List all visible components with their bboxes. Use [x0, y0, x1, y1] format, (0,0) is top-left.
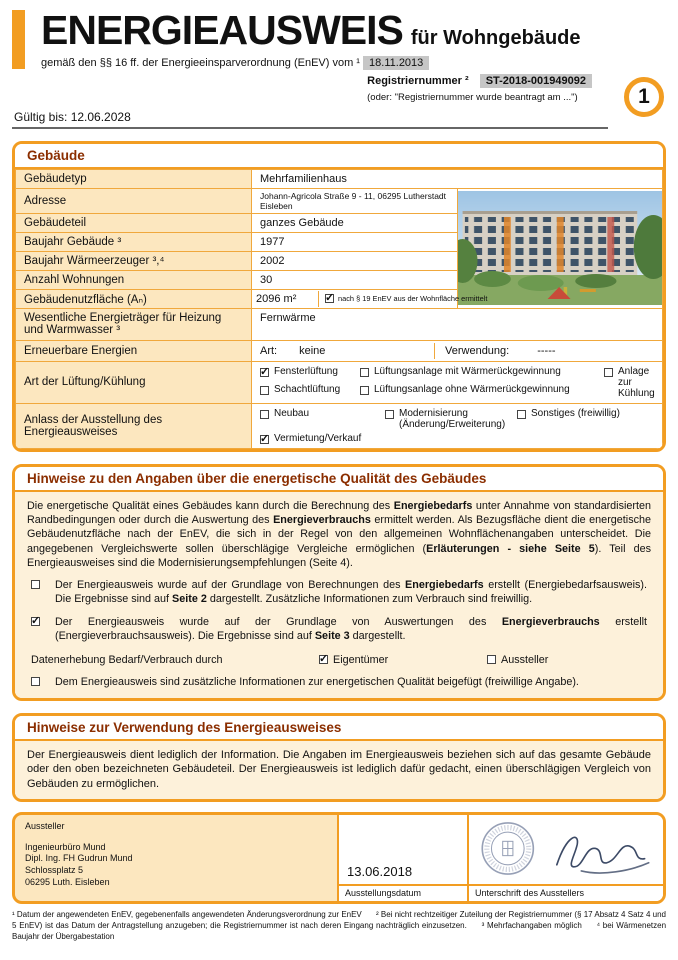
field-value: 2002	[252, 251, 458, 270]
field-label: Gebäudetyp	[16, 169, 252, 188]
checkbox	[31, 580, 40, 589]
registration-block	[367, 75, 592, 103]
page-number-badge: 1	[624, 77, 664, 117]
checkbox	[319, 655, 328, 664]
quality-notes-intro: Die energetische Qualität eines Gebäudes kann durch die Berechnung des Energiebedarfs unter Annahme von standardisierten Randbedingungen oder durch die Auswertung des Energieverbrauchs ermittelt werden. Als Bezugsfläche dient die energetische Gebäudenutzfläche nach der EnEV, die sich in der Regel von den allgemeinen Wohnflächenangaben unterscheidet. Die angegebenen Vergleichswerte sollen überschlägige Vergleiche ermöglichen (Erläuterungen - siehe Seite 5). Teil des Energieausweises sind die Modernisierungsempfehlungen (Seite 4).	[27, 499, 651, 569]
field-label: Adresse	[16, 188, 252, 213]
checkbox	[385, 410, 394, 419]
table-row	[16, 169, 663, 188]
field-label: Wesentliche Energieträger für Heizung und Warmwasser ³	[16, 308, 252, 340]
field-value	[252, 289, 488, 308]
footnote-3: ³ Mehrfachangaben möglich	[481, 920, 582, 930]
checkbox	[260, 386, 269, 395]
footnote-1: ¹ Datum der angewendeten EnEV, gegebenenfalls angewendeten Änderungsverordnung zur EnEV	[12, 910, 362, 920]
valid-until: Gültig bis: 12.06.2028	[14, 109, 131, 124]
field-value: Johann-Agricola Straße 9 - 11, 06295 Lutherstadt Eisleben	[252, 188, 458, 213]
field-label: Baujahr Wärmeerzeuger ³,⁴	[16, 251, 252, 270]
cell-divider	[318, 291, 319, 307]
field-value	[252, 361, 663, 403]
table-row	[16, 340, 663, 361]
quality-notes-section	[12, 464, 666, 701]
occasion-options: Neubau Modernisierung (Änderung/Erweiterung) Sonstiges (freiwillig) ✓ Vermietung/Verkauf	[260, 406, 654, 446]
field-label: Anlass der Ausstellung des Energieausweises	[16, 403, 252, 448]
registration-label: Registriernummer ²	[367, 74, 469, 87]
issuer-block	[15, 815, 337, 901]
table-row	[16, 188, 663, 213]
consumption-certificate-option: ✓ Der Energieausweis wurde auf der Grundlage von Auswertungen des Energieverbrauchs erstellt (Energieverbrauchsausweis). Die Ergebnisse sind auf Seite 3 dargestellt.	[27, 615, 651, 644]
registration-alt-note: (oder: "Registriernummer wurde beantragt am ...")	[367, 91, 578, 103]
floor-area-value: 2096 m²	[256, 292, 297, 305]
checkbox	[487, 655, 496, 664]
renewables-art-value: keine	[299, 344, 326, 357]
issue-date-caption: Ausstellungsdatum	[339, 884, 467, 901]
issuer-line: Ingenieurbüro Mund	[25, 841, 106, 852]
quality-notes-title: Hinweise zu den Angaben über die energetische Qualität des Gebäudes	[15, 467, 663, 492]
demand-certificate-option: Der Energieausweis wurde auf der Grundlage von Berechnungen des Energiebedarfs erstellt (Energiebedarfsausweis). Die Ergebnisse sind auf Seite 2 dargestellt. Zusätzliche Informationen zum Verbrauch sind freiwillig.	[27, 578, 651, 607]
issue-date-column	[337, 815, 467, 901]
renewables-use-label: Verwendung:	[445, 344, 510, 357]
data-collection-row: Datenerhebung Bedarf/Verbrauch durch ✓ Eigentümer Aussteller	[27, 653, 651, 667]
header-divider	[12, 127, 608, 129]
issuer-section	[12, 812, 666, 904]
law-reference: gemäß den §§ 16 ff. der Energieeinsparverordnung (EnEV) vom ¹ 18.11.2013	[41, 57, 581, 69]
registration-number: ST-2018-001949092	[480, 74, 592, 88]
document-subtitle: für Wohngebäude	[410, 27, 581, 49]
checkbox	[360, 386, 369, 395]
header-meta	[12, 73, 666, 129]
building-table	[15, 169, 663, 449]
building-photo-cell	[457, 188, 663, 308]
renewables-art-label: Art:	[260, 344, 278, 357]
table-row	[16, 403, 663, 448]
building-section	[12, 141, 666, 452]
checkbox	[325, 294, 334, 303]
checkbox	[31, 677, 40, 686]
checkbox	[360, 368, 369, 377]
field-label: Baujahr Gebäude ³	[16, 232, 252, 251]
table-row	[16, 308, 663, 340]
renewables-use-value: -----	[537, 344, 556, 357]
field-label: Gebäudeteil	[16, 213, 252, 232]
field-label: Erneuerbare Energien	[16, 340, 252, 361]
document-title: ENERGIEAUSWEIS	[41, 7, 403, 53]
field-value: 30	[252, 270, 458, 289]
issuer-line: Dipl. Ing. FH Gudrun Mund	[25, 853, 133, 864]
building-photo	[458, 191, 663, 305]
issuer-line: 06295 Luth. Eisleben	[25, 876, 110, 887]
field-value	[252, 340, 663, 361]
checkbox	[517, 410, 526, 419]
field-label: Anzahl Wohnungen	[16, 270, 252, 289]
field-value: Mehrfamilienhaus	[252, 169, 663, 188]
building-section-title: Gebäude	[15, 144, 663, 169]
footnote-4: ⁴ bei Wärmenetzen Baujahr der Übergabestation	[12, 920, 667, 941]
issue-date: 13.06.2018	[347, 864, 413, 880]
usage-notes-title: Hinweise zur Verwendung des Energieausweises	[15, 716, 663, 741]
stamp-and-signature	[469, 815, 663, 884]
header	[0, 0, 678, 69]
orange-accent-bar	[12, 10, 25, 69]
usage-notes-body: Der Energieausweis dient lediglich der Information. Die Angaben im Energieausweis beziehen sich auf das gesamte Gebäude oder den oben bezeichneten Gebäudeteil. Der Energieausweis ist lediglich dafür gedacht, einen überschlägigen Vergleich von Gebäuden zu ermöglichen.	[27, 748, 651, 790]
checkbox	[260, 410, 269, 419]
checkbox	[604, 368, 613, 377]
checkbox	[31, 617, 40, 626]
field-value: ganzes Gebäude	[252, 213, 458, 232]
floor-area-note: nach § 19 EnEV aus der Wohnfläche ermittelt	[338, 294, 488, 304]
field-value	[252, 403, 663, 448]
field-value: 1977	[252, 232, 458, 251]
field-label: Gebäudenutzfläche (Aₙ)	[16, 289, 252, 308]
law-date: 18.11.2013	[363, 56, 429, 70]
footnote-2: ² Bei nicht rechtzeitiger Zuteilung der Registriernummer (§ 17 Absatz 4 Satz 4 und 5 EnEV) ist das Datum der Antragstellung anzugeben; die Registriernummer ist nach deren Eingang nachträglich einzusetzen.	[12, 910, 666, 930]
issuer-label: Aussteller	[25, 821, 65, 832]
ventilation-options: ✓ Fensterlüftung Lüftungsanlage mit Wärmerückgewinnung Anlage zur Kühlung Schachtlüftung Lüftungsanlage ohne Wärmerückgewinnung	[260, 364, 654, 401]
signature-caption: Unterschrift des Ausstellers	[469, 884, 663, 901]
footnotes	[12, 910, 666, 942]
extra-info-option: Dem Energieausweis sind zusätzliche Informationen zur energetischen Qualität beigefügt (freiwillige Angabe).	[27, 675, 651, 689]
usage-notes-section	[12, 713, 666, 803]
signature-column	[467, 815, 663, 901]
issuer-line: Schlossplatz 5	[25, 865, 84, 876]
checkbox	[260, 368, 269, 377]
data-collection-label: Datenerhebung Bedarf/Verbrauch durch	[31, 654, 223, 667]
field-value: Fernwärme	[252, 308, 663, 340]
table-row	[16, 361, 663, 403]
field-label: Art der Lüftung/Kühlung	[16, 361, 252, 403]
checkbox	[260, 435, 269, 444]
